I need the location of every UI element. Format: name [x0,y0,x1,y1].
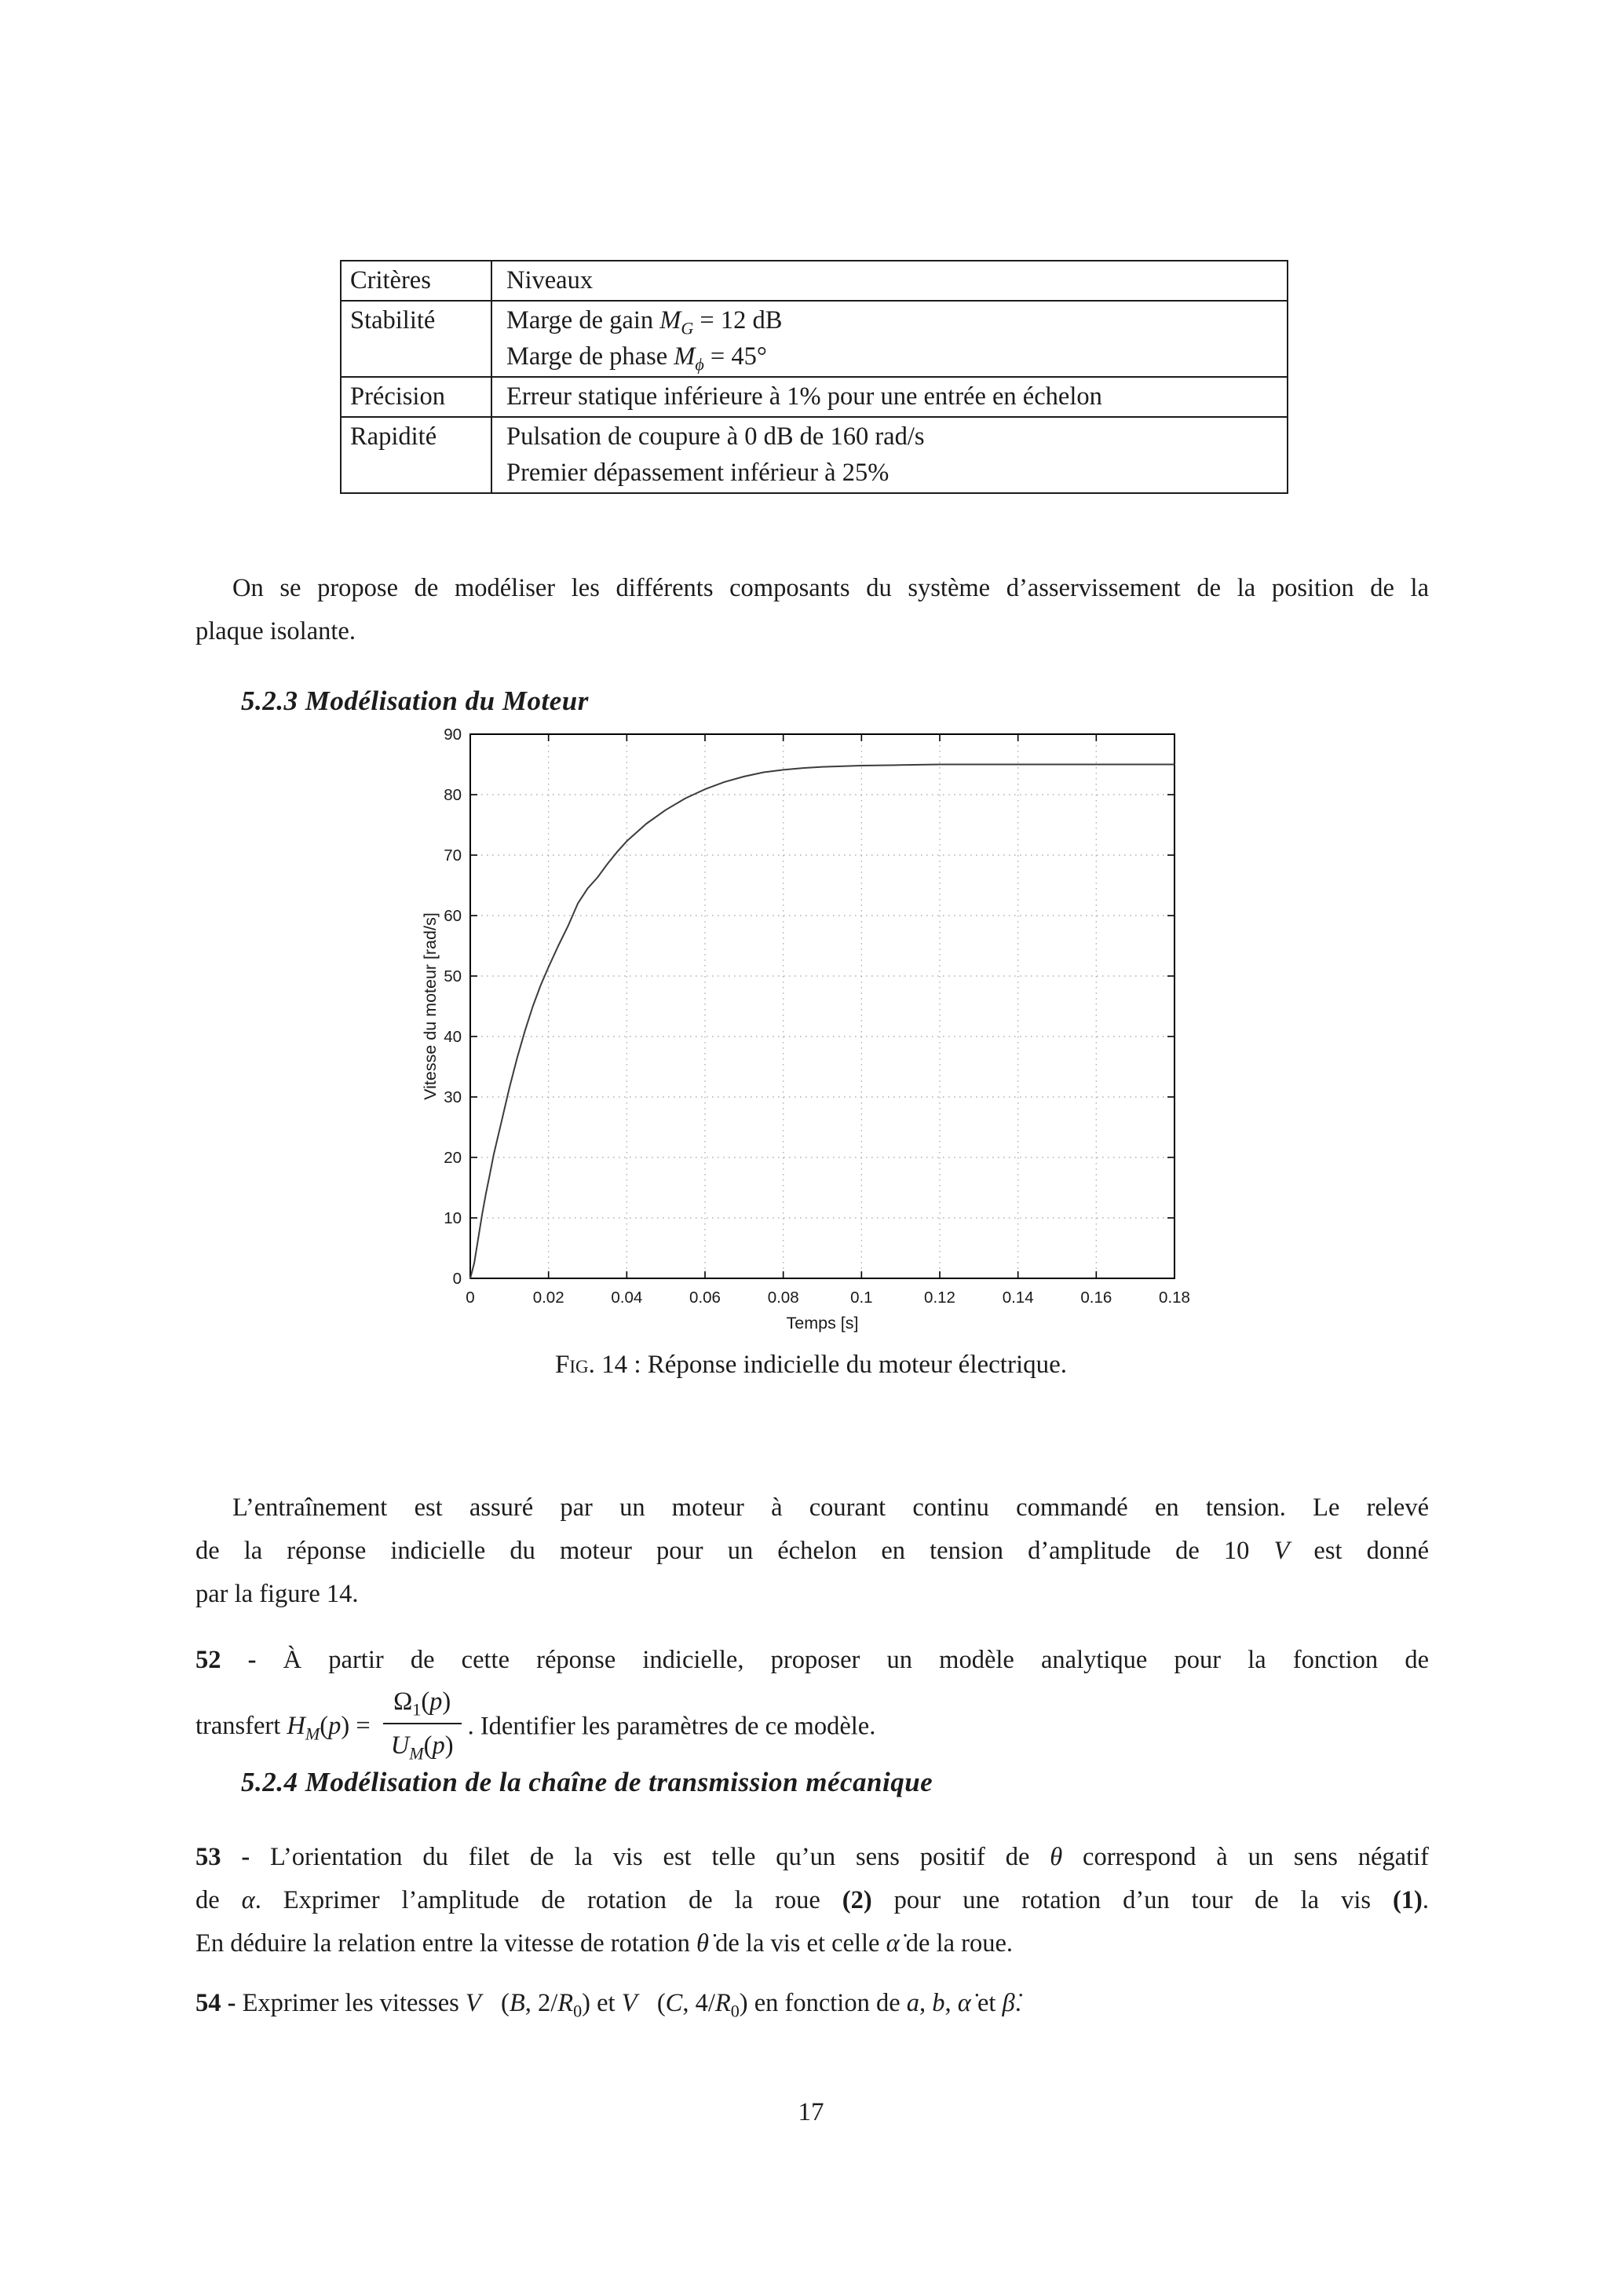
table-cell-line: Pulsation de coupure à 0 dB de 160 rad/s [506,422,925,451]
text-line: On se propose de modéliser les différents composants du système d’asservissement de la position de la [232,574,1429,602]
y-tick-label: 40 [444,1028,462,1046]
text-line: L’entraînement est assuré par un moteur à courant continu commandé en tension. Le relevé [232,1493,1429,1522]
y-tick-label: 50 [444,967,462,985]
text-line: En déduire la relation entre la vitesse de rotation θ̇ de la vis et celle α̇ de la roue. [195,1929,1014,1958]
x-tick-label: 0.02 [532,1289,564,1307]
y-tick-label: 0 [452,1270,462,1288]
table-header-row [341,261,1288,301]
section-heading-5-2-4: 5.2.4 Modélisation de la chaîne de transmission mécanique [241,1767,933,1797]
x-axis-label: Temps [s] [786,1314,859,1333]
x-tick-label: 0.12 [924,1289,955,1307]
criteria-value [491,301,1288,377]
x-tick-label: 0.1 [850,1289,873,1307]
x-tick-label: 0.08 [767,1289,799,1307]
criteria-value [491,377,1288,417]
paragraph-intro [195,567,1429,653]
y-tick-label: 90 [444,726,462,744]
question-54: 54 - Exprimer les vitesses V⃗(B, $2/R_0$) et V⃗(C, $4/R_0$) en fonction de a, b, α̇ et β̇. [195,1989,1021,2021]
y-tick-label: 30 [444,1088,462,1106]
table-row [341,417,1288,493]
text-line: 53 - L’orientation du filet de la vis est telle qu’un sens positif de θ correspond à un sens négatif [195,1843,1429,1871]
question-52-line2 [195,1688,1429,1768]
plot-border [470,734,1174,1278]
x-tick-label: 0.16 [1080,1289,1112,1307]
table-row [341,377,1288,417]
criteria-table-wrapper [340,260,1288,494]
formula-suffix: . Identifier les paramètres de ce modèle. [467,1712,876,1741]
criteria-label: Stabilité [341,301,491,377]
column-header-criteres: Critères [341,261,491,301]
y-tick-label: 20 [444,1149,462,1167]
x-tick-label: 0.06 [689,1289,721,1307]
table-cell-line: Marge de gain $M_G = 12$ dB [506,306,783,338]
y-tick-label: 60 [444,907,462,925]
chart-labels [421,726,1190,1333]
y-tick-label: 80 [444,786,462,804]
formula-prefix: transfert $H_M(p)$ = [195,1712,377,1744]
page-number: 17 [798,2098,824,2126]
column-header-niveaux: Niveaux [491,261,1288,301]
response-curve [470,765,1174,1279]
y-tick-label: 10 [444,1209,462,1227]
paragraph-motor [195,1486,1429,1616]
table-cell-line: Erreur statique inférieure à 1% pour une entrée en échelon [506,382,1102,411]
x-tick-label: 0.14 [1002,1289,1034,1307]
question-53 [195,1836,1429,1965]
x-tick-label: 0 [466,1289,475,1307]
text-line: par la figure 14. [195,1580,359,1608]
text-line: de α. Exprimer l’amplitude de rotation de la roue (2) pour une rotation d’un tour de la vis (1). [195,1886,1429,1914]
x-tick-label: 0.18 [1159,1289,1190,1307]
fraction-numerator: $\Omega_1(p)$ [383,1684,462,1724]
criteria-value [491,417,1288,493]
criteria-table [340,260,1288,494]
chart-ticks [470,734,1174,1278]
criteria-label: Précision [341,377,491,417]
transfer-function-fraction [383,1684,462,1764]
fraction-denominator: $U_M(p)$ [390,1731,454,1764]
criteria-label: Rapidité [341,417,491,493]
y-tick-label: 70 [444,846,462,865]
text-line: plaque isolante. [195,617,356,645]
table-cell-line: Marge de phase $M_\phi = 45^\circ$ [506,342,767,375]
y-axis-label: Vitesse du moteur [rad/s] [421,912,440,1100]
figure-caption: Fig. 14 : Réponse indicielle du moteur électrique. [554,1351,1068,1379]
text-line: de la réponse indicielle du moteur pour un échelon en tension d’amplitude de 10 V est donné [195,1537,1429,1565]
chart-grid [470,734,1174,1278]
section-heading-5-2-3: 5.2.3 Modélisation du Moteur [241,686,589,716]
x-tick-label: 0.04 [611,1289,643,1307]
question-52-line1: 52 - À partir de cette réponse indicielle, proposer un modèle analytique pour la fonction de [195,1646,1430,1674]
table-cell-line: Premier dépassement inférieur à 25% [506,459,890,487]
step-response-chart [393,705,1209,1337]
table-row [341,301,1288,377]
